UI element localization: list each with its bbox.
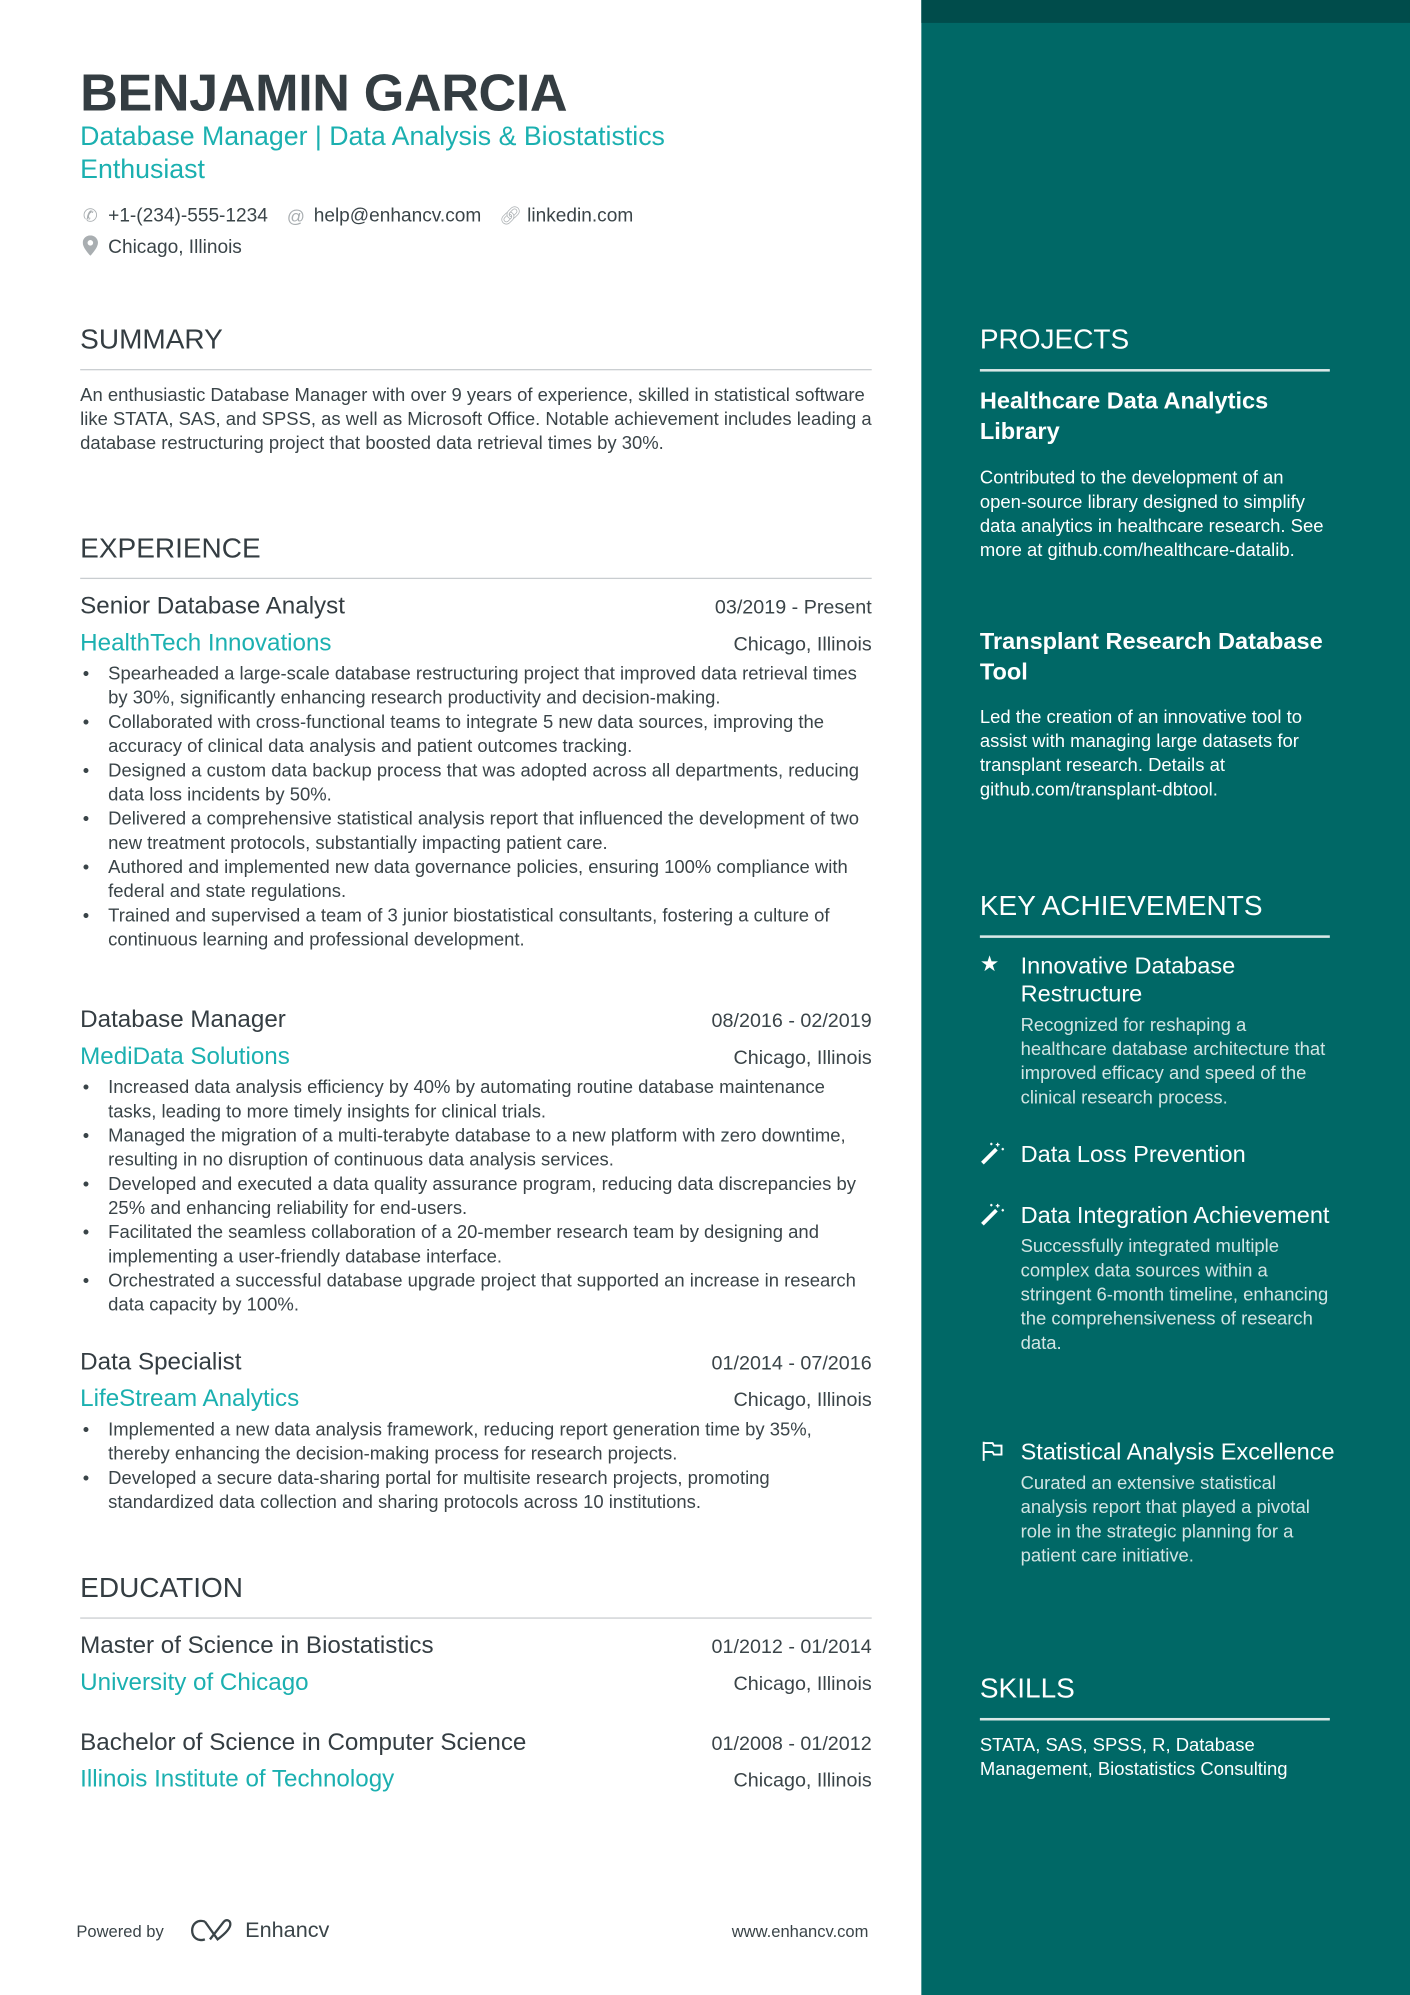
job-entry [80,1349,872,1516]
email-link[interactable]: help@enhancv.com [313,204,482,227]
education-heading: EDUCATION [80,1571,243,1604]
link-icon: 🔗︎ [499,204,522,226]
skills-text: STATA, SAS, SPSS, R, Database Management, Biostatistics Consulting [979,1735,1288,1781]
divider [80,369,872,370]
phone-text: +1-(234)-555-1234 [108,204,268,227]
location-pin-icon [80,235,100,259]
achievement-item [980,952,1336,1111]
contact-phone [80,205,268,227]
footer-brand [76,1918,329,1943]
achievement-item [980,1438,1336,1569]
job-location: Chicago, Illinois [733,1047,872,1069]
candidate-title: Database Manager | Data Analysis & Biostatistics Enthusiast [80,122,665,185]
job-title: Database Manager [80,1006,286,1034]
summary-section [80,323,872,457]
magic-wand-icon [980,1201,1005,1233]
job-dates: 01/2014 - 07/2016 [711,1352,872,1375]
enhancv-brand-text: Enhancv [245,1917,330,1942]
job-bullet: • Managed the migration of a multi-terabyte database to a new platform with zero downtime, resulting in no disruption of continuous data analysis services. [80,1125,872,1173]
achievement-desc: Curated an extensive statistical analysis report that played a pivotal role in the strategic planning for a patient care initiative. [1020,1473,1310,1567]
achievement-title: Data Integration Achievement [1020,1201,1330,1229]
education-item [80,1729,872,1794]
skills-section [980,1672,1330,1783]
location-text: Chicago, Illinois [108,236,242,259]
achievement-title: Innovative Database Restructure [1020,951,1236,1007]
education-item [80,1633,872,1698]
achievements-heading: KEY ACHIEVEMENTS [979,889,1263,922]
job-bullets [80,663,872,953]
experience-heading: EXPERIENCE [80,531,261,564]
project-title: Healthcare Data Analytics Library [979,386,1269,445]
job-bullets [80,1419,872,1516]
degree: Master of Science in Biostatistics [80,1632,434,1660]
job-bullet: • Spearheaded a large-scale database restructuring project that improved data retrieval times by 30%, significantly enhancing research productivity and decision-making. [80,663,872,711]
company-name: HealthTech Innovations [80,629,332,657]
enhancv-logo[interactable] [189,1918,329,1943]
divider [80,1617,872,1618]
flag-icon [980,1438,1005,1470]
job-entry [80,593,872,953]
contact-link[interactable] [499,205,633,227]
projects-section [980,323,1330,371]
project-desc: Contributed to the development of an open-source library designed to simplify data analytics in healthcare research. See more at github.com/healthcare-datalib. [979,468,1324,562]
job-bullets [80,1077,872,1319]
job-location: Chicago, Illinois [733,1389,872,1412]
job-dates: 08/2016 - 02/2019 [711,1010,872,1033]
divider [80,578,872,579]
education-section [80,1572,872,1619]
divider [980,1718,1330,1721]
achievement-title: Data Loss Prevention [1020,1140,1246,1167]
edu-location: Chicago, Illinois [733,1770,872,1792]
edu-dates: 01/2012 - 01/2014 [711,1636,872,1659]
job-title: Data Specialist [80,1348,242,1376]
job-bullet: • Implemented a new data analysis framework, reducing report generation time by 35%, thereby enhancing the decision-making process for research projects. [80,1419,872,1467]
at-icon: @ [286,205,305,226]
projects-heading: PROJECTS [979,323,1130,356]
footer-url[interactable]: www.enhancv.com [731,1921,869,1941]
divider [980,369,1330,372]
powered-by-label: Powered by [76,1920,164,1941]
edu-dates: 01/2008 - 01/2012 [711,1733,872,1755]
linkedin-link[interactable]: linkedin.com [527,204,634,227]
achievement-item [980,1140,1336,1168]
job-dates: 03/2019 - Present [714,596,872,619]
project-desc: Led the creation of an innovative tool to assist with managing large datasets for transplant research. Details at github.com/transplant-dbtool. [979,707,1302,801]
sidebar-top-band [921,0,1410,23]
divider [980,935,1330,938]
contact-location [80,235,242,259]
job-bullet: • Trained and supervised a team of 3 junior biostatistical consultants, fostering a culture of continuous learning and professional development. [80,905,872,953]
experience-section [80,532,872,579]
job-bullet: • Increased data analysis efficiency by 40% by automating routine database maintenance tasks, leading to more timely insights for clinical trials. [80,1077,872,1125]
skills-heading: SKILLS [979,1672,1075,1704]
achievements-section [980,890,1330,938]
summary-heading: SUMMARY [80,323,223,356]
phone-icon: ✆ [82,204,98,226]
degree: Bachelor of Science in Computer Science [80,1729,527,1757]
summary-text: An enthusiastic Database Manager with over 9 years of experience, skilled in statistical software like STATA, SAS, and SPSS, as well as Microsoft Office. Notable achievement includes leading a database restructuring project that boosted data retrieval times by 30%. [80,385,872,455]
job-entry [80,1007,872,1319]
achievement-item [980,1201,1336,1356]
job-title: Senior Database Analyst [80,593,345,620]
candidate-name: BENJAMIN GARCIA [80,63,568,123]
enhancv-logo-icon [189,1918,235,1943]
job-bullet: • Delivered a comprehensive statistical analysis report that influenced the development of two new treatment protocols, substantially impacting patient care. [80,808,872,856]
job-bullet: • Orchestrated a successful database upgrade project that supported an increase in research data capacity by 100%. [80,1270,872,1318]
job-bullet: • Collaborated with cross-functional teams to integrate 5 new data sources, improving the accuracy of clinical data analysis and patient outcomes tracking. [80,711,872,759]
job-bullet: • Authored and implemented new data governance policies, ensuring 100% compliance with federal and state regulations. [80,856,872,904]
job-bullet: • Designed a custom data backup process that was adopted across all departments, reducing data loss incidents by 50%. [80,760,872,808]
achievement-title: Statistical Analysis Excellence [1020,1437,1335,1465]
job-bullet: • Facilitated the seamless collaboration of a 20-member research team by designing and implementing a user-friendly database interface. [80,1222,872,1270]
star-icon: ★ [979,951,1000,977]
school: University of Chicago [80,1669,309,1697]
school: Illinois Institute of Technology [80,1766,395,1794]
project-item [980,386,1330,564]
edu-location: Chicago, Illinois [733,1673,872,1696]
magic-wand-icon [980,1140,1005,1172]
job-location: Chicago, Illinois [733,633,872,656]
project-title: Transplant Research Database Tool [979,627,1323,685]
achievement-desc: Recognized for reshaping a healthcare database architecture that improved efficacy and speed of the clinical research process. [1020,1015,1326,1109]
achievement-desc: Successfully integrated multiple complex data sources within a stringent 6-month timeline, enhancing the comprehensiveness of research data. [1020,1236,1329,1355]
contact-email[interactable] [286,205,482,227]
job-bullet: • Developed a secure data-sharing portal for multisite research projects, promoting standardized data collection and sharing protocols across 10 institutions. [80,1467,872,1515]
contact-row [80,205,633,227]
company-name: LifeStream Analytics [80,1385,300,1413]
project-item [980,626,1330,803]
job-bullet: • Developed and executed a data quality assurance program, reducing data discrepancies by 25% and enhancing reliability for end-users. [80,1173,872,1221]
company-name: MediData Solutions [80,1043,290,1071]
